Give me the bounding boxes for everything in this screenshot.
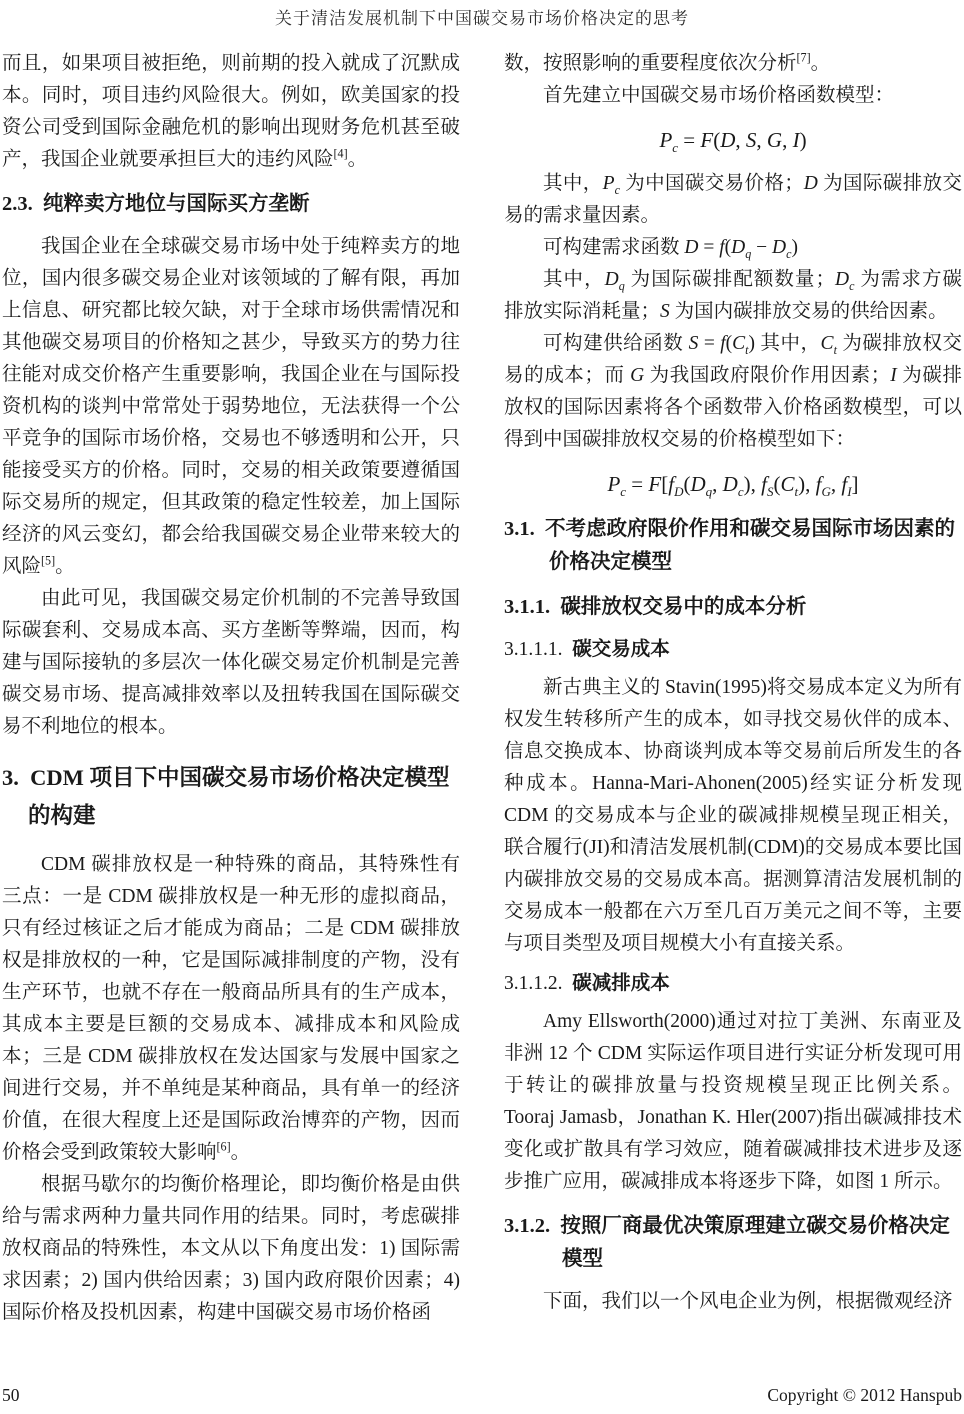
page-title: 关于清洁发展机制下中国碳交易市场价格决定的思考 [275,9,689,28]
paragraph-model-intro: 首先建立中国碳交易市场价格函数模型： [543,85,895,106]
paragraph-abatement-cost: Amy Ellsworth(2000)通过对拉丁美洲、东南亚及非洲 12 个 CDM 实际运作项目进行实证分析发现可用于转让的碳排放量与投资规模呈现正比例关系。Tooraj Jamasb，Jonathan K. Hler(2007)指出碳减排技术变化或扩散具有学习效应，随着碳减排技术进步及逐步推广应用，碳减排成本将逐步下降，如图 1 所示。 [504,1011,962,1192]
two-column-body [2,48,962,1329]
section-heading-3-1-2: 3.1.2. 按照厂商最优决策原理建立碳交易价格决定模型 [504,1215,950,1270]
footer-copyright: Copyright © 2012 Hanspub [767,1385,962,1405]
paragraph-wind-intro: 下面，我们以一个风电企业为例，根据微观经济 [543,1291,953,1312]
footer-page-number: 50 [2,1385,20,1405]
section-heading-3: 3. CDM 项目下中国碳交易市场价格决定模型的构建 [2,765,450,828]
section-heading-2-3: 2.3. 纯粹卖方地位与国际买方垄断 [2,193,310,215]
section-heading-3-1-1: 3.1.1. 碳排放权交易中的成本分析 [504,596,807,618]
paragraph-cdm-features: CDM 碳排放权是一种特殊的商品，其特殊性有三点：一是 CDM 碳排放权是一种无形的虚拟商品，只有经过核证之后才能成为商品；二是 CDM 碳排放权是排放权的一种，它是国际减排制度的产物，没有生产环节，也就不存在一般商品所具有的生产成本，其成本主要是巨额的交易成本、减排成本和风险成本；三是 CDM 碳排放权在发达国家与发展中国家之间进行交易，并不单纯是某种商品，具有单一的经济价值，在很大程度上还是国际政治博弈的产物，因而价格会受到政策较大影响[6]。 [2,854,460,1163]
paragraph-demand-function: 可构建需求函数 $D = f(D_q - D_c)$ [543,237,799,261]
paragraph-transaction-cost: 新古典主义的 Stavin(1995)将交易成本定义为所有权发生转移所产生的成本，如寻找交易伙伴的成本、信息交换成本、协商谈判成本等交易前后所发生的各种成本。Hanna-Mari-Ahonen(2005)经实证分析发现 CDM 的交易成本与企业的碳减排规模呈现正相关，联合履行(JI)和清洁发展机制(CDM)的交易成本要比国内碳排放交易的交易成本高。据测算清洁发展机制的交易成本一般都在六万至几百万美元之间不等，主要与项目类型及项目规模大小有直接关系。 [504,677,962,954]
paragraph-rejection-risk: 而且，如果项目被拒绝，则前期的投入就成了沉默成本。同时，项目违约风险很大。例如，欧美国家的投资公司受到国际金融危机的影响出现财务危机甚至破产，我国企业就要承担巨大的违约风险[4]。 [2,53,460,170]
paragraph-pricing-flaws: 由此可见，我国碳交易定价机制的不完善导致国际碳套利、交易成本高、买方垄断等弊端，因而，构建与国际接轨的多层次一体化碳交易定价机制是完善碳交易市场、提高减排效率以及扭转我国在国际碳交易不利地位的根本。 [2,588,460,737]
paragraph-price-variables: 其中，$P_c$ 为中国碳交易价格；D 为国际碳排放交易的需求量因素。 [504,173,962,226]
right-column [504,48,962,1329]
formula-price-model: $P_c = F[f_D(D_q$, $D_c$), $f_S(C_t)$, $f_G$, $f_I$] [607,472,859,500]
section-heading-3-1-1-2: 3.1.1.2. 碳减排成本 [504,973,670,994]
paragraph-demand-variables: 其中，$D_q$ 为国际碳排配额数量；$D_c$ 为需求方碳排放实际消耗量；S 为国内碳排放交易的供给因素。 [504,269,962,322]
paragraph-analysis-order: 数，按照影响的重要程度依次分析[7]。 [504,50,831,74]
left-column [2,48,460,1329]
section-heading-3-1: 3.1. 不考虑政府限价作用和碳交易国际市场因素的价格决定模型 [504,518,955,573]
paragraph-seller-position: 我国企业在全球碳交易市场中处于纯粹卖方的地位，国内很多碳交易企业对该领域的了解有限，再加上信息、研究都比较欠缺，对于全球市场供需情况和其他碳交易项目的价格知之甚少，导致买方的势力往往能对成交价格产生重要影响，我国企业在与国际投资机构的谈判中常常处于弱势地位，无法获得一个公平竞争的国际市场价格，交易也不够透明和公开，只能接受买方的价格。同时，交易的相关政策要遵循国际交易所的规定，但其政策的稳定性较差，加上国际经济的风云变幻，都会给我国碳交易企业带来较大的风险[5]。 [2,236,460,577]
paragraph-supply-function: 可构建供给函数 $S = f(C_t)$ 其中，$C_t$ 为碳排放权交易的成本；而 G 为我国政府限价作用因素；I 为碳排放权的国际因素将各个函数带入价格函数模型，可以得到中国碳排放权交易的价格模型如下： [504,333,962,450]
paragraph-marshall-theory: 根据马歇尔的均衡价格理论，即均衡价格是由供给与需求两种力量共同作用的结果。同时，考虑碳排放权商品的特殊性，本文从以下角度出发：1) 国际需求因素；2) 国内供给因素；3) 国内政府限价因素；4) 国际价格及投机因素，构建中国碳交易市场价格函 [2,1174,460,1323]
formula-price-function: $P_c = F(D$, S, G, I) [659,128,807,156]
section-heading-3-1-1-1: 3.1.1.1. 碳交易成本 [504,639,670,660]
